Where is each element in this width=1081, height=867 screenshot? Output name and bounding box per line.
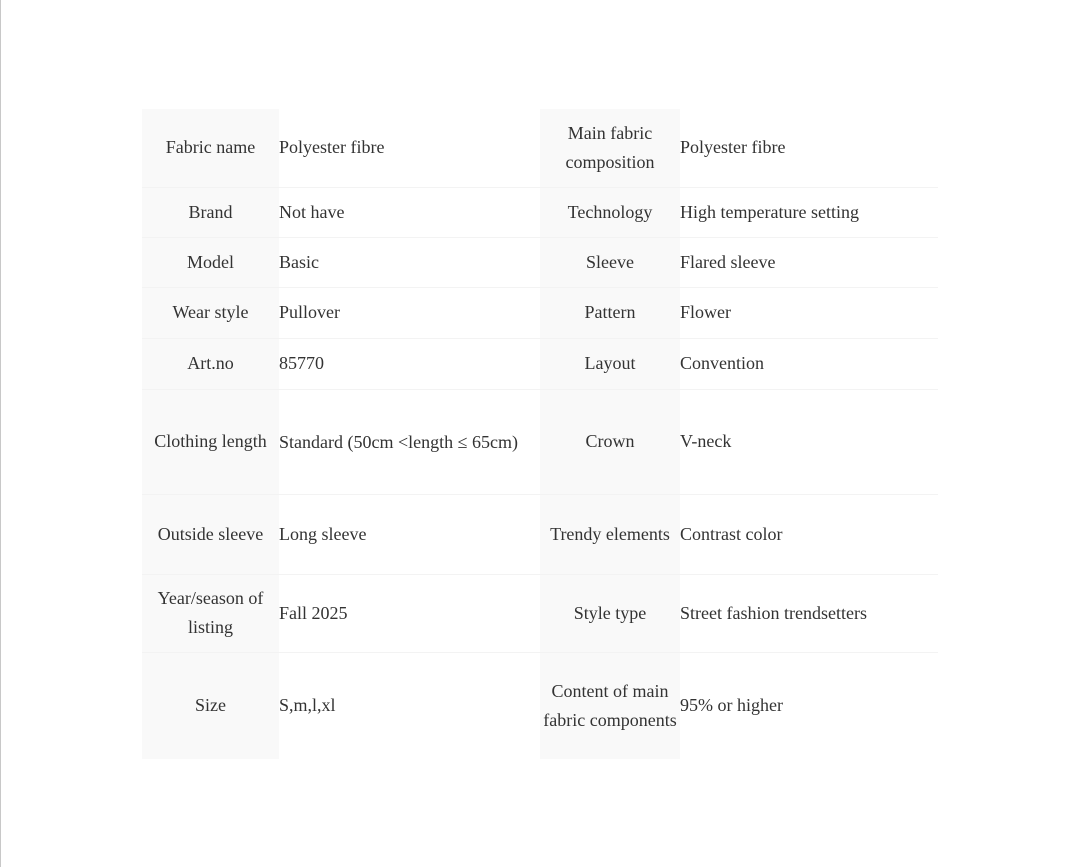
spec-label: Clothing length xyxy=(142,389,279,494)
table-row xyxy=(142,237,938,287)
spec-value: Contrast color xyxy=(680,494,938,574)
spec-value: Flared sleeve xyxy=(680,237,938,287)
table-row xyxy=(142,389,938,494)
spec-label: Sleeve xyxy=(540,237,680,287)
table-row xyxy=(142,187,938,237)
spec-label: Wear style xyxy=(142,287,279,338)
table-row xyxy=(142,494,938,574)
spec-value: Polyester fibre xyxy=(279,109,540,187)
spec-value: Pullover xyxy=(279,287,540,338)
spec-label: Art.no xyxy=(142,338,279,389)
spec-value: Long sleeve xyxy=(279,494,540,574)
spec-label: Pattern xyxy=(540,287,680,338)
spec-label: Technology xyxy=(540,187,680,237)
spec-label: Main fabric composition xyxy=(540,109,680,187)
table-row xyxy=(142,652,938,759)
spec-value: Flower xyxy=(680,287,938,338)
spec-value: V-neck xyxy=(680,389,938,494)
page-left-border xyxy=(0,0,1,867)
spec-value: 95% or higher xyxy=(680,695,783,716)
spec-value: Polyester fibre xyxy=(680,109,938,187)
spec-label: Fabric name xyxy=(142,109,279,187)
table-row xyxy=(142,574,938,652)
product-spec-table xyxy=(142,109,938,759)
spec-value: Convention xyxy=(680,338,938,389)
spec-value: 85770 xyxy=(279,338,540,389)
spec-label: Size xyxy=(142,652,279,759)
spec-value: Basic xyxy=(279,237,540,287)
spec-label: Model xyxy=(142,237,279,287)
spec-label: Brand xyxy=(142,187,279,237)
spec-value: Standard (50cm <length ≤ 65cm) xyxy=(279,389,540,494)
table-row xyxy=(142,338,938,389)
spec-label: Style type xyxy=(540,574,680,652)
spec-label: Trendy elements xyxy=(540,494,680,574)
spec-label: Crown xyxy=(540,389,680,494)
spec-value: High temperature setting xyxy=(680,187,938,237)
spec-label: Year/season of listing xyxy=(142,574,279,652)
table-row xyxy=(142,287,938,338)
spec-label: Content of main fabric components xyxy=(540,652,680,759)
spec-value: S,m,l,xl xyxy=(279,695,336,716)
table-row xyxy=(142,109,938,187)
spec-value: Not have xyxy=(279,187,540,237)
spec-value: Street fashion trendsetters xyxy=(680,574,938,652)
spec-value: Fall 2025 xyxy=(279,574,540,652)
spec-label: Layout xyxy=(540,338,680,389)
spec-label: Outside sleeve xyxy=(142,494,279,574)
